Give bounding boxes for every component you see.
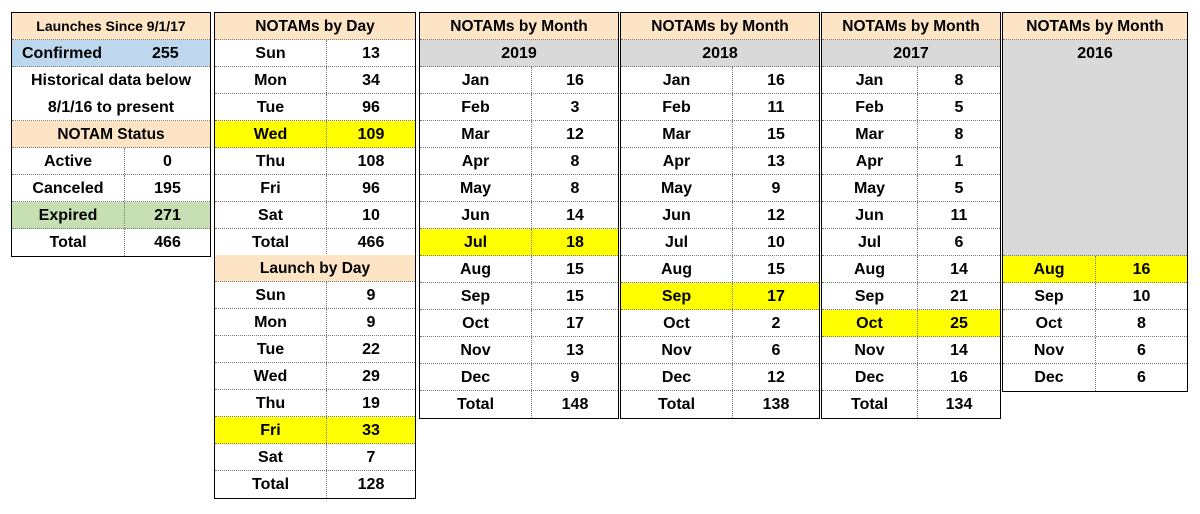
table-row xyxy=(215,148,415,175)
row-value: 96 xyxy=(362,180,380,197)
table-row xyxy=(215,40,415,67)
row-value: 108 xyxy=(357,153,385,170)
confirmed-label: Confirmed xyxy=(22,45,102,62)
row-value: 8 xyxy=(954,126,964,143)
notam-status-title: NOTAM Status xyxy=(12,121,210,148)
row-label: May xyxy=(420,175,532,201)
row-label: Sep xyxy=(822,283,918,309)
row-label: Mon xyxy=(215,309,327,335)
table-row xyxy=(215,336,415,363)
row-label: Sep xyxy=(420,283,532,309)
launches-title: Launches Since 9/1/17 xyxy=(12,13,210,40)
table-row xyxy=(822,94,1000,121)
row-label: Dec xyxy=(420,364,532,390)
row-label: Jul xyxy=(822,229,918,255)
row-label: Jul xyxy=(420,229,532,255)
table-row xyxy=(1003,310,1187,337)
row-value: 13 xyxy=(767,153,785,170)
row-value: 7 xyxy=(366,449,376,466)
row-label: Total xyxy=(215,229,327,256)
row-label: Apr xyxy=(420,148,532,174)
row-label: Nov xyxy=(822,337,918,363)
row-value: 13 xyxy=(566,342,584,359)
row-label: Fri xyxy=(215,175,327,201)
table-row xyxy=(420,121,618,148)
row-label: May xyxy=(621,175,733,201)
notams-2016-table xyxy=(1002,12,1188,392)
table-row xyxy=(621,364,819,391)
row-label: Dec xyxy=(822,364,918,390)
row-value: 9 xyxy=(570,369,580,386)
table-row xyxy=(420,256,618,283)
row-label: Mar xyxy=(420,121,532,147)
year-2017-header: 2017 xyxy=(822,40,1000,67)
row-label: Thu xyxy=(215,390,327,416)
row-label: Nov xyxy=(420,337,532,363)
row-label: Sun xyxy=(215,282,327,308)
table-row xyxy=(420,175,618,202)
row-value: 33 xyxy=(362,422,380,439)
row-value: 148 xyxy=(561,396,589,413)
row-value: 10 xyxy=(1132,288,1151,305)
row-value: 96 xyxy=(362,99,380,116)
table-row xyxy=(621,94,819,121)
table-row xyxy=(621,256,819,283)
notams-2017-table xyxy=(821,12,1001,419)
row-value: 466 xyxy=(357,234,385,251)
row-label: Sat xyxy=(215,444,327,470)
row-label: Apr xyxy=(822,148,918,174)
row-label: Total xyxy=(621,391,733,418)
table-row xyxy=(420,310,618,337)
row-value: 18 xyxy=(566,234,584,251)
row-value: 9 xyxy=(771,180,781,197)
table-row xyxy=(215,282,415,309)
row-label: Canceled xyxy=(12,175,125,201)
row-label: Total xyxy=(215,471,327,498)
row-value: 271 xyxy=(154,207,181,224)
table-row xyxy=(420,337,618,364)
row-value: 29 xyxy=(362,368,380,385)
row-value: 17 xyxy=(566,315,584,332)
row-value: 15 xyxy=(566,288,584,305)
row-label: Mon xyxy=(215,67,327,93)
table-row xyxy=(621,229,819,256)
row-value: 466 xyxy=(154,234,181,251)
year-2019-header: 2019 xyxy=(420,40,618,67)
table-row xyxy=(1003,364,1187,391)
row-value: 8 xyxy=(570,180,580,197)
row-label: Nov xyxy=(1003,337,1096,363)
table-row xyxy=(822,310,1000,337)
row-label: Oct xyxy=(420,310,532,336)
row-value: 34 xyxy=(362,72,380,89)
row-label: Thu xyxy=(215,148,327,174)
row-value: 16 xyxy=(1132,261,1151,278)
year-2018-header: 2018 xyxy=(621,40,819,67)
row-value: 6 xyxy=(1137,369,1146,386)
historical-line1: Historical data below xyxy=(30,72,192,89)
row-value: 12 xyxy=(767,207,785,224)
table-row xyxy=(420,229,618,256)
table-row xyxy=(215,417,415,444)
row-value: 12 xyxy=(767,369,785,386)
launches-summary-table xyxy=(11,12,211,257)
row-value: 6 xyxy=(954,234,964,251)
table-row xyxy=(621,202,819,229)
table-row xyxy=(215,121,415,148)
row-label: May xyxy=(822,175,918,201)
row-value: 138 xyxy=(762,396,790,413)
row-value: 195 xyxy=(154,180,181,197)
row-value: 12 xyxy=(566,126,584,143)
confirmed-row xyxy=(12,40,210,67)
row-value: 17 xyxy=(767,288,785,305)
notams-2016-title: NOTAMs by Month xyxy=(1003,13,1187,40)
table-row xyxy=(420,364,618,391)
row-value: 6 xyxy=(771,342,781,359)
row-label: Expired xyxy=(12,202,125,228)
table-row xyxy=(621,337,819,364)
row-label: Jan xyxy=(822,67,918,93)
row-label: Sep xyxy=(621,283,733,309)
row-value: 13 xyxy=(362,45,380,62)
row-label: Aug xyxy=(822,256,918,282)
table-row xyxy=(215,444,415,471)
row-label: Tue xyxy=(215,94,327,120)
row-value: 2 xyxy=(771,315,781,332)
row-label: Sep xyxy=(1003,283,1096,309)
row-label: Feb xyxy=(420,94,532,120)
row-value: 14 xyxy=(950,261,968,278)
row-label: Jun xyxy=(822,202,918,228)
table-row xyxy=(420,283,618,310)
row-label: Jan xyxy=(621,67,733,93)
table-row xyxy=(621,310,819,337)
row-value: 16 xyxy=(950,369,968,386)
table-row xyxy=(822,229,1000,256)
table-row xyxy=(822,283,1000,310)
row-label: Feb xyxy=(822,94,918,120)
row-label: Tue xyxy=(215,336,327,362)
table-row xyxy=(215,67,415,94)
row-value: 5 xyxy=(954,180,964,197)
row-value: 15 xyxy=(566,261,584,278)
table-row xyxy=(215,175,415,202)
row-label: Aug xyxy=(420,256,532,282)
row-value: 21 xyxy=(950,288,968,305)
row-label: Dec xyxy=(621,364,733,390)
notams-by-day-title: NOTAMs by Day xyxy=(215,13,415,40)
year-2016-header: 2016 xyxy=(1003,40,1187,256)
row-label: Sat xyxy=(215,202,327,228)
row-value: 25 xyxy=(950,315,968,332)
table-row xyxy=(215,94,415,121)
row-label: Sun xyxy=(215,40,327,66)
row-label: Jan xyxy=(420,67,532,93)
table-row xyxy=(420,94,618,121)
row-label: Total xyxy=(12,229,125,256)
confirmed-value: 255 xyxy=(152,45,179,62)
table-row xyxy=(12,229,210,256)
table-row xyxy=(621,391,819,418)
row-label: Apr xyxy=(621,148,733,174)
row-value: 11 xyxy=(950,207,968,224)
row-value: 109 xyxy=(357,126,385,143)
row-value: 19 xyxy=(362,395,380,412)
notams-2017-title: NOTAMs by Month xyxy=(822,13,1000,40)
table-row xyxy=(621,283,819,310)
table-row xyxy=(822,256,1000,283)
table-row xyxy=(215,471,415,498)
row-label: Wed xyxy=(215,121,327,147)
row-label: Nov xyxy=(621,337,733,363)
launch-by-day-table xyxy=(214,255,416,499)
row-label: Jun xyxy=(420,202,532,228)
notams-by-day-table xyxy=(214,12,416,257)
row-value: 14 xyxy=(566,207,584,224)
row-label: Mar xyxy=(621,121,733,147)
row-value: 15 xyxy=(767,126,785,143)
row-value: 8 xyxy=(570,153,580,170)
row-value: 8 xyxy=(1137,315,1146,332)
notams-2018-table xyxy=(620,12,820,419)
row-label: Jul xyxy=(621,229,733,255)
row-value: 22 xyxy=(362,341,380,358)
row-value: 8 xyxy=(954,72,964,89)
row-label: Total xyxy=(822,391,918,418)
table-row xyxy=(822,175,1000,202)
row-value: 15 xyxy=(767,261,785,278)
row-value: 134 xyxy=(945,396,973,413)
row-value: 10 xyxy=(767,234,785,251)
table-row xyxy=(12,175,210,202)
row-value: 0 xyxy=(163,153,172,170)
row-label: Oct xyxy=(822,310,918,336)
row-value: 5 xyxy=(954,99,964,116)
table-row xyxy=(822,337,1000,364)
row-label: Jun xyxy=(621,202,733,228)
row-label: Oct xyxy=(621,310,733,336)
row-value: 6 xyxy=(1137,342,1146,359)
table-row xyxy=(621,121,819,148)
row-value: 3 xyxy=(570,99,580,116)
row-value: 14 xyxy=(950,342,968,359)
row-value: 10 xyxy=(362,207,380,224)
table-row xyxy=(215,229,415,256)
table-row xyxy=(822,364,1000,391)
row-value: 9 xyxy=(366,287,376,304)
row-value: 11 xyxy=(767,99,785,116)
notams-2019-title: NOTAMs by Month xyxy=(420,13,618,40)
table-row xyxy=(822,202,1000,229)
table-row xyxy=(1003,337,1187,364)
row-label: Feb xyxy=(621,94,733,120)
table-row xyxy=(621,175,819,202)
notams-2018-title: NOTAMs by Month xyxy=(621,13,819,40)
table-row xyxy=(420,148,618,175)
table-row xyxy=(215,202,415,229)
row-label: Dec xyxy=(1003,364,1096,391)
table-row xyxy=(621,67,819,94)
row-label: Active xyxy=(12,148,125,174)
row-label: Total xyxy=(420,391,532,418)
table-row xyxy=(822,391,1000,418)
row-value: 1 xyxy=(954,153,964,170)
row-label: Oct xyxy=(1003,310,1096,336)
table-row xyxy=(1003,256,1187,283)
table-row xyxy=(420,202,618,229)
row-value: 16 xyxy=(566,72,584,89)
table-row xyxy=(420,67,618,94)
row-label: Wed xyxy=(215,363,327,389)
row-value: 9 xyxy=(366,314,376,331)
historical-line2: 8/1/16 to present xyxy=(12,94,210,121)
table-row xyxy=(1003,283,1187,310)
table-row xyxy=(822,67,1000,94)
table-row xyxy=(215,309,415,336)
table-row xyxy=(215,390,415,417)
table-row xyxy=(12,148,210,175)
table-row xyxy=(215,363,415,390)
table-row xyxy=(621,148,819,175)
row-label: Fri xyxy=(215,417,327,443)
row-label: Mar xyxy=(822,121,918,147)
table-row xyxy=(822,121,1000,148)
row-value: 16 xyxy=(767,72,785,89)
row-label: Aug xyxy=(1003,256,1096,282)
table-row xyxy=(12,202,210,229)
table-row xyxy=(420,391,618,418)
notams-2019-table xyxy=(419,12,619,419)
row-value: 128 xyxy=(357,476,385,493)
table-row xyxy=(822,148,1000,175)
row-label: Aug xyxy=(621,256,733,282)
launch-by-day-title: Launch by Day xyxy=(215,255,415,282)
